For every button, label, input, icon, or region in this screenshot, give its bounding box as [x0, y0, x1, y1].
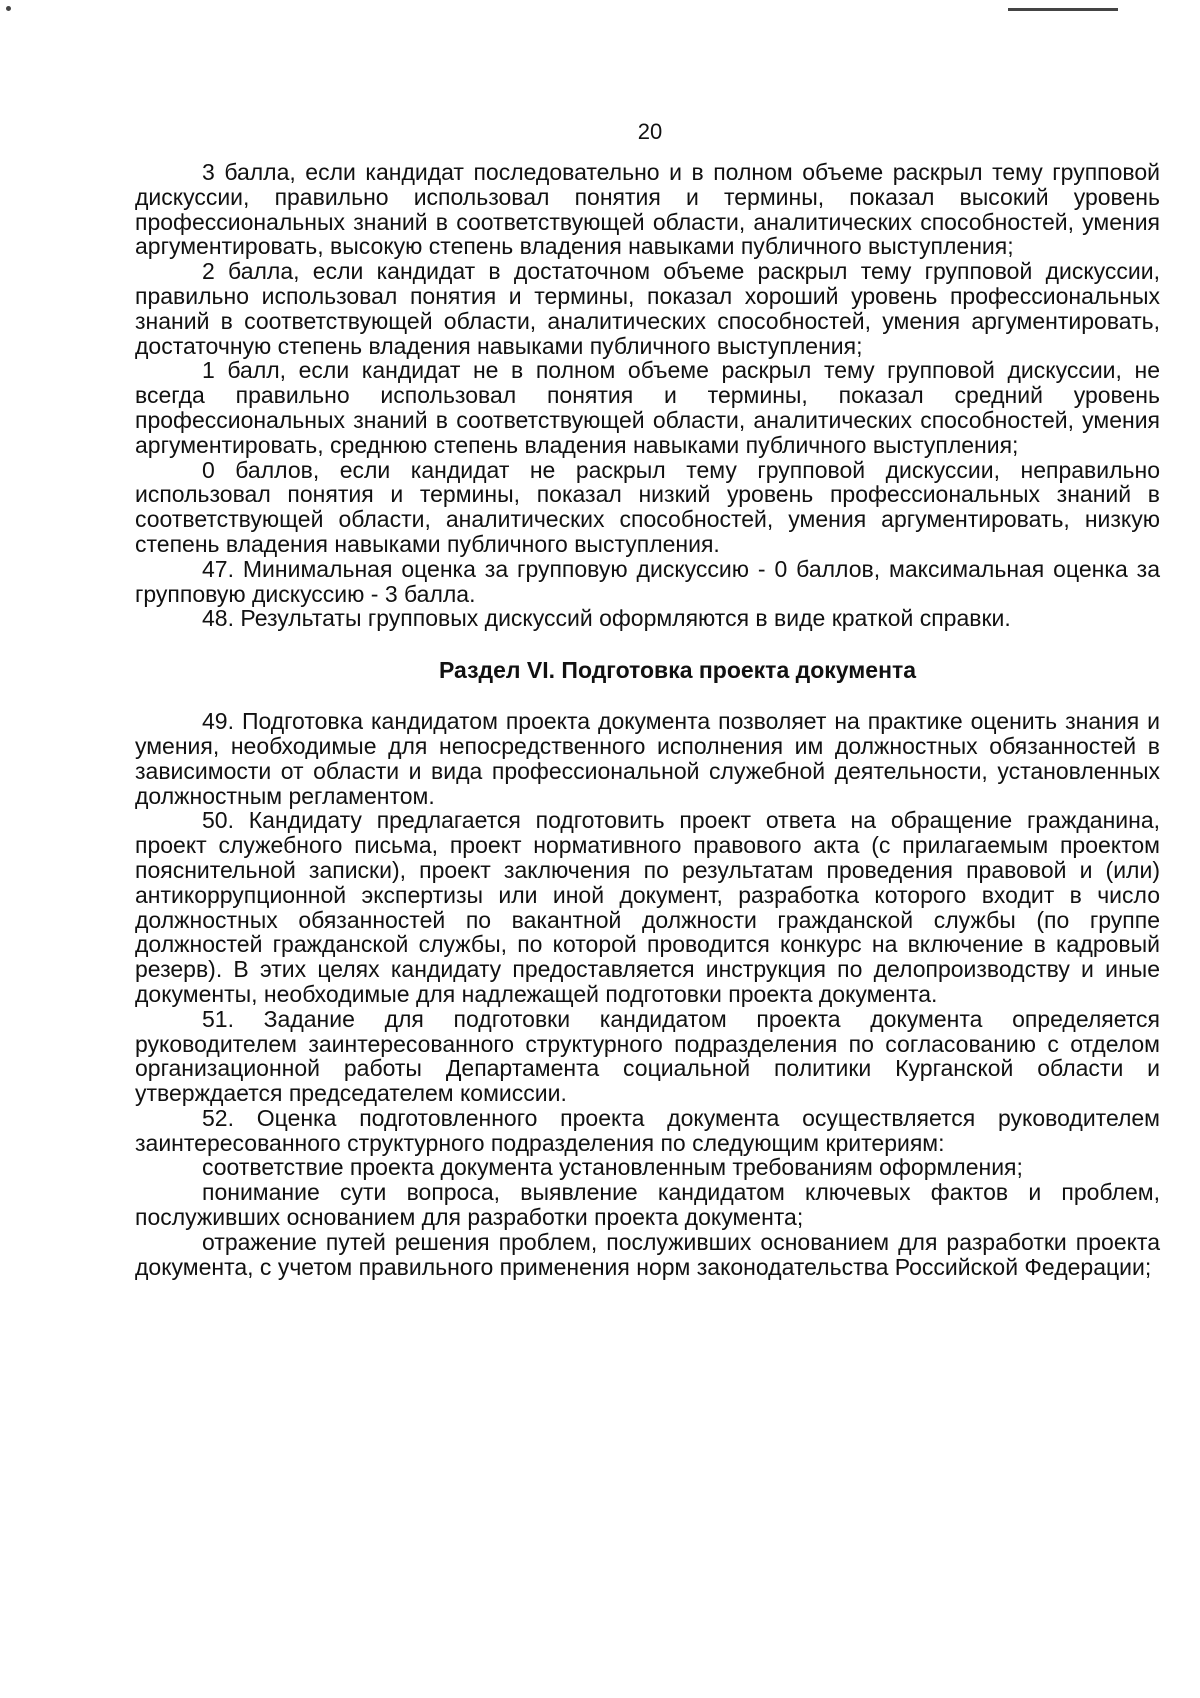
paragraph-48: 48. Результаты групповых дискуссий оформляются в виде краткой справки.	[202, 605, 1011, 632]
section-heading: Раздел VI. Подготовка проекта документа	[438, 657, 917, 684]
paragraph-49: 49. Подготовка кандидатом проекта документа позволяет на практике оценить знания и умения, необходимые для непосредственного исполнения им должностных обязанностей в зависимости от области и вида профессиональной служебной деятельности, установленных должностным регламентом.	[135, 708, 1160, 809]
criterion-solutions: отражение путей решения проблем, послуживших основанием для разработки проекта документа, с учетом правильного применения норм законодательства Российской Федерации;	[135, 1228, 1160, 1280]
paragraph-score-2: 2 балла, если кандидат в достаточном объеме раскрыл тему групповой дискуссии, правильно использовал понятия и термины, показал хороший уровень профессиональных знаний в соответствующей области, аналитических способностей, умения аргументировать, достаточную степень владения навыками публичного выступления;	[135, 258, 1160, 359]
page-number: 20	[637, 119, 663, 144]
section-body	[135, 709, 1160, 1279]
document-body	[135, 160, 1160, 1279]
criterion-formatting: соответствие проекта документа установленным требованиям оформления;	[202, 1154, 1023, 1181]
paragraph-52: 52. Оценка подготовленного проекта документа осуществляется руководителем заинтересованного структурного подразделения по следующим критериям:	[135, 1104, 1160, 1156]
paragraph-score-3: 3 балла, если кандидат последовательно и в полном объеме раскрыл тему групповой дискуссии, правильно использовал понятия и термины, показал высокий уровень профессиональных знаний в соответствующей области, аналитических способностей, умения аргументировать, высокую степень владения навыками публичного выступления;	[135, 159, 1160, 260]
paragraph-47: 47. Минимальная оценка за групповую дискуссию - 0 баллов, максимальная оценка за групповую дискуссию - 3 балла.	[135, 555, 1160, 607]
scan-mark-top-left	[6, 6, 11, 11]
paragraph-50: 50. Кандидату предлагается подготовить проект ответа на обращение гражданина, проект служебного письма, проект нормативного правового акта (с прилагаемым проектом пояснительной записки), проект заключения по результатам проведения правовой и (или) антикоррупционной экспертизы или иной документ, разработка которого входит в число должностных обязанностей по вакантной должности гражданской службы (по группе должностей гражданской службы, по которой проводится конкурс на включение в кадровый резерв). В этих целях кандидату предоставляется инструкция по делопроизводству и иные документы, необходимые для надлежащей подготовки проекта документа.	[135, 807, 1160, 1007]
paragraph-score-1: 1 балл, если кандидат не в полном объеме раскрыл тему групповой дискуссии, не всегда правильно использовал понятия и термины, показал средний уровень профессиональных знаний в соответствующей области, аналитических способностей, умения аргументировать, среднюю степень владения навыками публичного выступления;	[135, 357, 1160, 458]
scan-mark-top-right	[1008, 8, 1118, 11]
paragraph-score-0: 0 баллов, если кандидат не раскрыл тему групповой дискуссии, неправильно использовал понятия и термины, показал низкий уровень профессиональных знаний в соответствующей области, аналитических способностей, умения аргументировать, низкую степень владения навыками публичного выступления.	[135, 456, 1160, 557]
criterion-understanding: понимание сути вопроса, выявление кандидатом ключевых фактов и проблем, послуживших основанием для разработки проекта документа;	[135, 1179, 1160, 1231]
paragraph-51: 51. Задание для подготовки кандидатом проекта документа определяется руководителем заинтересованного структурного подразделения по согласованию с отделом организационной работы Департамента социальной политики Курганской области и утверждается председателем комиссии.	[135, 1005, 1160, 1107]
